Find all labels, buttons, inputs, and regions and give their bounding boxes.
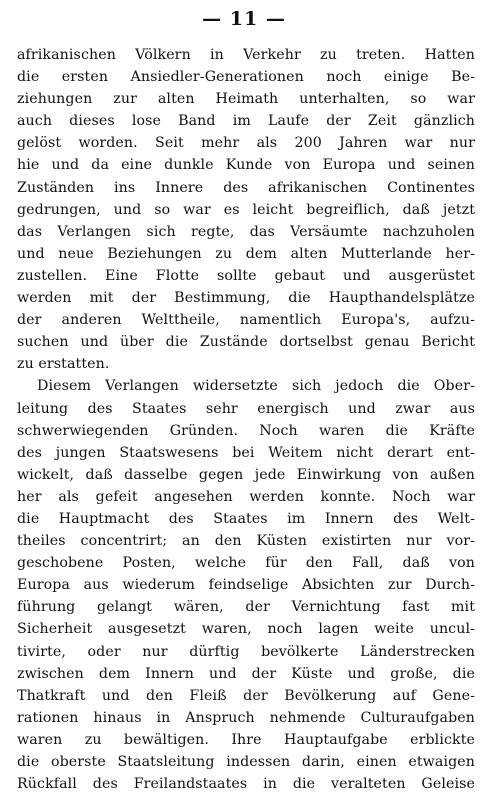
text-line: tivirte, oder nur dürftig bevölkerte Länderstrecken — [17, 643, 475, 660]
text-line: zu erstatten. — [17, 356, 110, 373]
text-line: und neue Beziehungen zu dem alten Mutterlande her- — [17, 245, 475, 262]
text-line: die Hauptmacht des Staates im Innern des Welt- — [17, 510, 475, 527]
text-line: zwischen dem Innern und der Küste und große, die — [17, 665, 475, 682]
text-line: die oberste Staatsleitung indessen darin, einen etwaigen — [17, 754, 475, 770]
text-line: leitung des Staates sehr energisch und zwar aus — [17, 400, 475, 417]
text-line: schwerwiegenden Gründen. Noch waren die Kräfte — [17, 422, 475, 439]
text-line: theiles concentrirt; an den Küsten existirten nur vor- — [17, 533, 475, 550]
text-line: hie und da eine dunkle Kunde von Europa und seinen — [17, 157, 475, 174]
text-line: gelöst worden. Seit mehr als 200 Jahren war nur — [17, 135, 475, 152]
text-line: führung gelangt wären, der Vernichtung fast mit — [17, 599, 475, 616]
text-line: die ersten Ansiedler-Generationen noch einige Be- — [17, 69, 475, 86]
text-line: zustellen. Eine Flotte sollte gebaut und ausgerüstet — [17, 267, 475, 284]
page-number-header: — 11 — — [202, 8, 286, 30]
text-line: werden mit der Bestimmung, die Haupthandelsplätze — [17, 290, 475, 307]
text-line: Zuständen ins Innere des afrikanischen Continentes — [17, 179, 475, 196]
text-line: Thatkraft und den Fleiß der Bevölkerung auf Gene- — [17, 687, 475, 704]
text-line: Rückfall des Freilandstaates in die veralteten Geleise — [17, 776, 475, 793]
text-line: ziehungen zur alten Heimath unterhalten, so war — [17, 91, 475, 108]
text-line: afrikanischen Völkern in Verkehr zu treten. Hatten — [17, 47, 475, 63]
text-line: der anderen Welttheile, namentlich Europa's, aufzu- — [17, 312, 475, 329]
text-line: rationen hinaus in Anspruch nehmende Culturaufgaben — [17, 709, 475, 726]
text-line: her als gefeit angesehen werden konnte. Noch war — [17, 488, 475, 505]
text-line: gedrungen, und so war es leicht begreiflich, daß jetzt — [17, 201, 475, 218]
text-line: suchen und über die Zustände dortselbst genau Bericht — [17, 334, 475, 351]
text-line: geschobene Posten, welche für den Fall, daß von — [17, 555, 475, 572]
text-line: waren zu bewältigen. Ihre Hauptaufgabe erblickte — [17, 731, 475, 748]
text-line: wickelt, daß dasselbe gegen jede Einwirkung von außen — [17, 466, 475, 483]
text-line: auch dieses lose Band im Laufe der Zeit gänzlich — [17, 113, 475, 130]
text-line: Europa aus wiederum feindselige Absichten zur Durch- — [17, 577, 475, 594]
text-line: Sicherheit ausgesetzt waren, noch lagen weite uncul- — [17, 621, 475, 638]
body-text — [17, 44, 475, 795]
text-line: das Verlangen sich regte, das Versäumte nachzuholen — [17, 223, 475, 240]
text-line: Diesem Verlangen widersetzte sich jedoch die Ober- — [37, 378, 475, 395]
text-line: des jungen Staatswesens bei Weitem nicht derart ent- — [17, 444, 475, 461]
